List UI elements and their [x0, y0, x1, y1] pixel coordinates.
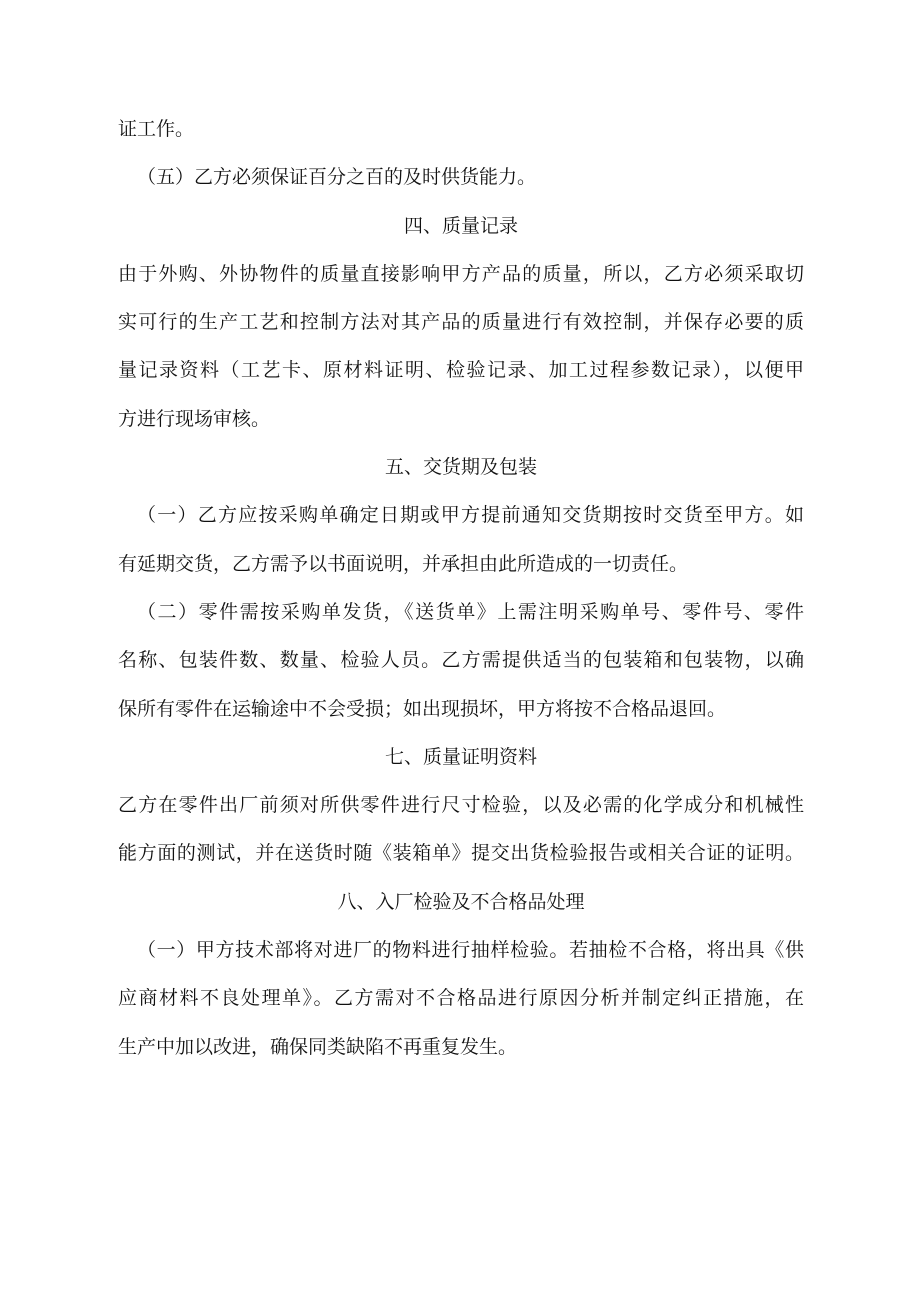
text-line: 证工作。: [118, 118, 195, 140]
list-item: （一）甲方技术部将对进厂的物料进行抽样检验。若抽检不合格，将出具《供: [137, 939, 804, 962]
section-heading: 七、质量证明资料: [384, 745, 537, 768]
section-heading: 四、质量记录: [403, 214, 518, 237]
section-heading: 五、交货期及包装: [384, 456, 537, 479]
text-line: 量记录资料（工艺卡、原材料证明、检验记录、加工过程参数记录），以便甲: [118, 359, 804, 382]
text-line: 方进行现场审核。: [118, 407, 271, 430]
text-line: 能方面的测试，并在送货时随《装箱单》提交出货检验报告或相关合证的证明。: [118, 842, 804, 865]
text-line: 有延期交货，乙方需予以书面说明，并承担由此所造成的一切责任。: [118, 552, 689, 575]
text-line: 应商材料不良处理单》。乙方需对不合格品进行原因分析并制定纠正措施，在: [118, 987, 804, 1010]
text-line: 由于外购、外协物件的质量直接影响甲方产品的质量，所以，乙方必须采取切: [118, 262, 804, 285]
section-heading: 八、入厂检验及不合格品处理: [337, 890, 585, 913]
text-line: 乙方在零件出厂前须对所供零件进行尺寸检验，以及必需的化学成分和机械性: [118, 794, 804, 817]
text-line: 实可行的生产工艺和控制方法对其产品的质量进行有效控制，并保存必要的质: [118, 311, 804, 334]
list-item: （一）乙方应按采购单确定日期或甲方提前通知交货期按时交货至甲方。如: [137, 504, 804, 527]
document-body: [118, 105, 804, 1071]
list-item: （二）零件需按采购单发货，《送货单》上需注明采购单号、零件号、零件: [137, 600, 804, 623]
text-line: 名称、包装件数、数量、检验人员。乙方需提供适当的包装箱和包装物，以确: [118, 649, 804, 672]
list-item: （五）乙方必须保证百分之百的及时供货能力。: [137, 166, 537, 189]
text-line: 生产中加以改进，确保同类缺陷不再重复发生。: [118, 1035, 518, 1058]
text-line: 保所有零件在运输途中不会受损；如出现损坏，甲方将按不合格品退回。: [118, 697, 727, 720]
